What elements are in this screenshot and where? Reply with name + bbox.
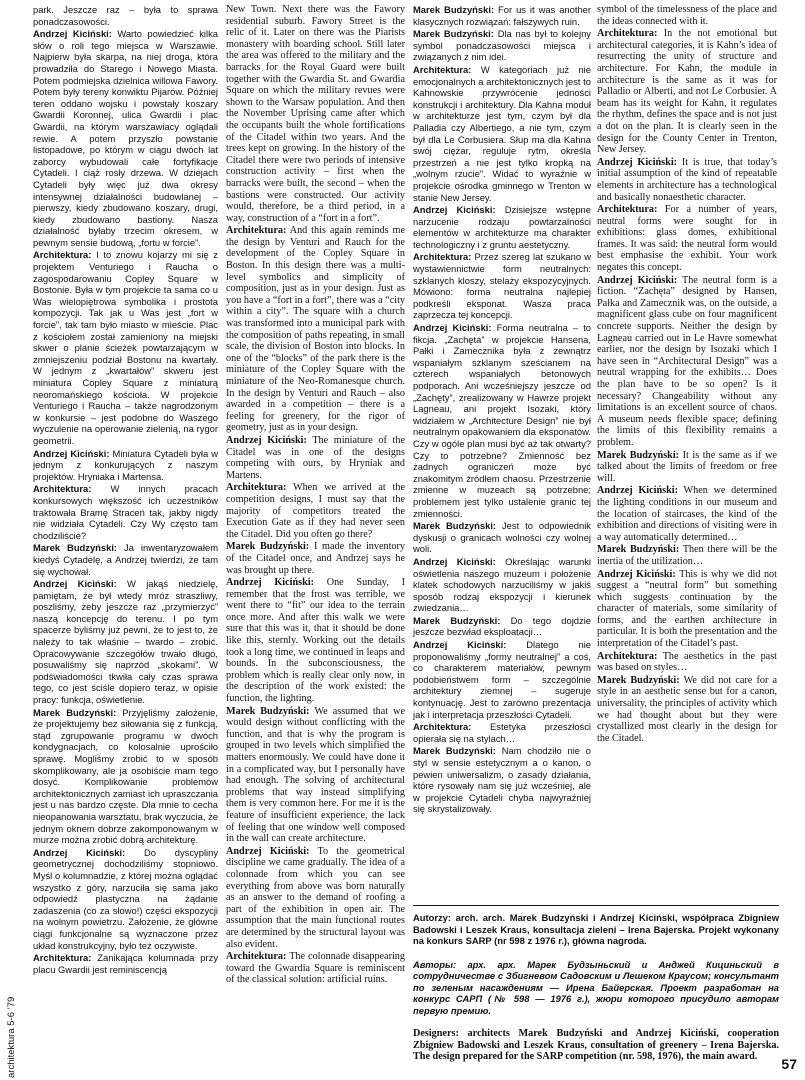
paragraph — [226, 541, 405, 576]
paragraph — [33, 707, 218, 846]
paragraph-text: This is why we did not suggest a “neutral form” but something which suggests continuation by the character of materials, some similarity of forms, and the earthen architecture in particular. It is both the presentation and the interpretation of the Citadel’s past. — [597, 568, 777, 650]
paragraph-text: Warto powiedzieć kilka słów o roli tego miejsca w Warszawie. Najpierw była skarpa, na niej droga, która prowadziła do Starego i Nowego Miasta. Potem podmiejska dzielnica willowa Fawory. Potem były tereny konwiktu Pijarów. Później teren oddano wojsku i powstały koszary Gwardii Koronnej, ulica Gwardii i plac Gwardii, na którym warszawiacy oglądali rewie. A potem przyszło powstanie listopadowe, po którym w ciągu dwóch lat zaborcy wybudowali całe fortyfikacje Cytadeli. I ciąż rosły drzewa. W dziejach Cytadeli były więc już dwa okresy intensywnej działalności budowlanej – pierwszy, kiedy zbudowano koszary, drugi, kiedy zbudowano bastiony. Nasza działalność byłaby trzecim okresem, w pewnym sensie budową, „fortu w forcie”. — [33, 28, 218, 248]
speaker-name: Andrzej Kiciński: — [33, 447, 110, 459]
paragraph-text: Then there will be the inertia of the utilization… — [597, 544, 777, 567]
paragraph — [597, 204, 777, 274]
paragraph — [413, 556, 591, 614]
paragraph-text: I made the inventory of the Citadel once, and Andrzej says he was brought up there. — [226, 541, 406, 576]
paragraph — [33, 952, 218, 975]
paragraph — [226, 951, 405, 986]
speaker-name: Architektura: — [226, 225, 287, 237]
paragraph-text: Zanikająca kolumnada przy placu Gwardii jest reminiscencją — [33, 952, 219, 975]
paragraph-text: Dla nas był to kolejny symbol ponadczasowości miejsca i związanych z nim idei. — [413, 28, 591, 63]
paragraph — [597, 157, 777, 203]
paragraph-text: Do dyscypliny geometrycznej dochodziliśmy stopniowo. Myśl o kolumnadzie, z której można oglądać wszystko z góry, narzuciła się sama jako odpowiedź plastyczna na żądanie zadaszenia (co za słowo!) części ekspozycji na wolnym powietrzu. Założenie, że główne ciągi funkcjonalne są wyznaczone przez układ konstrukcyjny, było też oczywiste. — [33, 846, 219, 951]
paragraph — [413, 745, 591, 815]
speaker-name: Andrzej Kiciński: — [33, 846, 126, 858]
paragraph — [597, 569, 777, 650]
paragraph-text: When we determined the lighting conditions in our museum and the location of staircases, the kind of the exhibition and directions of visiting were in a way automatically determined… — [597, 485, 777, 543]
speaker-name: Andrzej Kiciński: — [413, 322, 492, 334]
paragraph — [33, 578, 218, 706]
paragraph-text: Nam chodziło nie o styl w sensie estetycznym a o kanon, o pewien uniwersalizm, o zasady działania, które rysowały nam się już wcześniej, ale w projekcie Cytadeli chyba najwyraźniej się skrystalizowały. — [413, 745, 591, 815]
paragraph-text: Dzisiejsze wstępne narzucenie rodzaju powtarzalności elementów w architekturze ma charakter technologiczny i z gruntu aestetyczny. — [413, 204, 591, 250]
speaker-name: Andrzej Kiciński: — [33, 578, 117, 590]
speaker-name: Marek Budzyński: — [33, 542, 118, 554]
paragraph — [226, 706, 405, 845]
paragraph-text: Jest to odpowiednik dyskusji o granicach wolności czy wolnej woli. — [413, 520, 591, 555]
credits-box — [413, 905, 779, 1075]
paragraph-text: One Sunday, I remember that the frost was terrible, we went there to “fit” our idea to the terrain once more. And after this walk we were sure that this was it, that it should be done like this, sternly. Working out the details took a long time, we continued in leaps and bounds. In the subconsciousness, the problem which is really clear only now, in the description of the work existed: the function, the lighting. — [226, 577, 405, 705]
paragraph — [413, 251, 591, 321]
credits-polish: Autorzy: arch. arch. Marek Budzyński i Andrzej Kiciński, współpraca Zbigniew Badowski i Leszek Kraus, konsultacja zieleni – Irena Bajerska. Projekt wykonany na konkurs SARP (nr 598 z 1976 r.), główna nagroda. — [413, 912, 779, 946]
column-polish-right — [413, 4, 591, 816]
paragraph-text: Do tego dojdzie jeszcze bezwład eksploatacji… — [413, 614, 591, 638]
paragraph-text: We assumed that we would design without conflicting with the function, and that is why the program is grouped in two levels which simplified the matters enormously. We could have done it in a complicated way, but I personally have had enough. The solving of architectural problems that way instead simplifying them is very common here. For me it is the feature of insufficient experience, the lack of feeling that one window well composed in the wall can create architecture. — [226, 705, 406, 845]
speaker-name: Marek Budzyński: — [413, 614, 501, 626]
speaker-name: Marek Budzyński: — [597, 674, 680, 686]
paragraph-text: Przez szereg lat szukano w wystawiennictwie form neutralnych: szklanych kloszy, stelaży ekspozycyjnych. Mówiono: forma neutralna najlepiej podkreśli eksponat. Wasza praca zaprzecza tej koncepcji. — [413, 251, 591, 321]
credits-english: Designers: architects Marek Budzyński and Andrzej Kiciński, cooperation Zbigniew Badowski and Leszek Kraus, consultation of greenery – Irena Bajerska. The design prepared for the SARP competition (nr. 598, 1976), the main award. — [413, 1028, 779, 1062]
paragraph-text: It is true, that today’s initial assumption of the kind of repeatable elements in architecture has a technological and basically nonaesthetic character. — [597, 156, 778, 203]
column-english-right — [597, 4, 777, 745]
speaker-name: Andrzej Kiciński: — [226, 434, 307, 446]
paragraph — [413, 721, 591, 744]
speaker-name: Marek Budzyński: — [413, 28, 494, 40]
speaker-name: Marek Budzyński: — [597, 449, 680, 461]
speaker-name: Andrzej Kiciński: — [226, 577, 314, 589]
speaker-name: Architektura: — [413, 251, 472, 263]
paragraph-text: We did not care for a style in an aesthetic sense but for a canon, universality, the principles of activity which we had thought about but they were crystallized most clearly in the design for the Citadel. — [597, 674, 777, 744]
speaker-name: Andrzej Kiciński: — [33, 28, 112, 40]
paragraph — [33, 847, 218, 951]
paragraph-text: Określając warunki oświetlenia naszego muzeum i położenie klatek schodowych narzuciliśmy w jakiś sposób rodzaj ekspozycji i kierunek zwiedzania… — [413, 555, 592, 614]
speaker-name: Marek Budzyński: — [226, 541, 310, 553]
speaker-name: Andrzej Kiciński: — [413, 555, 496, 567]
paragraph — [226, 482, 405, 540]
speaker-name: Architektura: — [33, 483, 92, 495]
speaker-name: Architektura: — [226, 482, 287, 494]
paragraph-text: Dlatego nie proponowaliśmy „formy neutralnej” a coś, co charakterem materiałów, pewnym podobieństwem form – szczególnie architektury ziemnej – sugeruje kontynuację. Jest to zarówno prezentacja jak i interpretacja przeszłości Cytadeli. — [413, 639, 591, 720]
speaker-name: Architektura: — [597, 28, 658, 40]
paragraph — [597, 485, 777, 543]
paragraph-text: Ja inwentaryzowałem kiedyś Cytadelę, a Andrzej twierdzi, że tam się wychował. — [33, 542, 219, 577]
paragraph — [33, 4, 218, 27]
paragraph-text: New Town. Next there was the Fawory residential suburb. Fawory Street is the relic of it. Later on there was the Piarists monastery with boarding school. Still later the area was offered to the military and the barracks for the Royal Guard were built together with the Gwardia St. and Gwardia Square on which the military revues were shown to the Warsaw population. And then the November Uprising came after which the occupants built the whole fortifications of the Citadel within two years. And the trees kept on growing. In the history of the Citadel there were two periods of intensive construction activity – first when the barracks were built, the second – when the bastions were constructed. Our activity would, therefore, be a third period, in a way, construction of a “fort in a fort”. — [226, 4, 405, 224]
speaker-name: Andrzej Kiciński: — [226, 845, 310, 857]
paragraph-text: To the geometrical discipline we came gradually. The idea of a colonnade from which you can see everything from above was born naturally as an answer to the demand of roofing a part of the exhibition in open air. The assumption that the main functional routes are determined by the structural layout was also evident. — [226, 845, 405, 950]
paragraph — [597, 675, 777, 745]
speaker-name: Andrzej Kiciński: — [413, 639, 507, 651]
paragraph-text: And this again reminds me the design by Venturi and Rauch for the development of the Copley Square in Boston. In this design there was a multi-level symbolics and simplicity of composition, just as in your design. Just as you have a “fort in a fort”, there was a “city within a city”. The square with a church was transformed into a municipal park with the composition of paths repeating, in small scale, the division of Boston into blocks. In one of the “blocks” of the park there is the miniature of the Copley Square with the miniature of the Neo-Romanesque church. In the design by Venturi and Rauch – also awarded in a competition – there is a feeling for greenery, for the rigor of geometry, just as in your design. — [226, 225, 405, 434]
speaker-name: Andrzej Kiciński: — [597, 156, 678, 168]
paragraph-text: The aesthetics in the past was based on styles… — [597, 650, 777, 674]
speaker-name: Marek Budzyński: — [413, 4, 495, 15]
paragraph-text: W innych pracach konkursowych większość ich uczestników traktowała Bramę Straceń tak, jakby nigdy nie widziała Cytadeli. Czy Wy często tam chodziliście? — [33, 483, 219, 541]
page-number: 57 — [781, 1056, 797, 1072]
paragraph — [597, 450, 777, 485]
paragraph — [226, 846, 405, 950]
paragraph — [413, 64, 591, 203]
paragraph — [226, 225, 405, 434]
paragraph — [413, 204, 591, 250]
paragraph-text: symbol of the timelessness of the place and the ideas connected with it. — [597, 4, 777, 27]
paragraph — [413, 520, 591, 555]
speaker-name: Architektura: — [226, 951, 287, 963]
paragraph — [597, 275, 777, 449]
paragraph — [226, 435, 405, 481]
paragraph — [33, 448, 218, 483]
paragraph-text: In the not emotional but architectural categories, it is Kahn’s idea of resurrecting the unity of structure and architecture. For Kahn, the module in architecture is the same as it was for Palladio or Alberti, and not Le Corbusier. A beam has its weight for Kahn, it regulates the rhythm, defines the space and is not just a dot on the plan. It is clearly seen in the design for the County Center in Trenton, New Jersey. — [597, 28, 777, 156]
magazine-issue-label: architektura 5-6 ’79 — [6, 996, 17, 1078]
paragraph — [413, 28, 591, 63]
paragraph — [597, 28, 777, 156]
paragraph — [33, 28, 218, 248]
paragraph — [597, 4, 777, 27]
paragraph-text: Miniatura Cytadeli była w jednym z konkurujących z naszym projektów. Hryniaka i Martensa. — [33, 447, 218, 482]
speaker-name: Andrzej Kiciński: — [597, 274, 678, 286]
paragraph-text: For us it was another klasycznych rozwiązań: fałszywych ruin. — [413, 4, 592, 27]
paragraph — [413, 4, 591, 27]
paragraph — [226, 577, 405, 705]
paragraph-text: I to znowu kojarzy mi się z projektem Venturiego i Raucha o zagospodarowaniu Copley Square w Bostonie. Była w tym projekcie ta sama co u Was wielopiętrowa symbolika i prostota kompozycji. Tak jak u Was jest „fort w forcie”, tak tam było miasto w mieście. Plac z kościołem został zamieniony na miejski skwer o planie ścieżek powtarzającym w zmniejszeniu podział Bostonu na kwartały. W jednym z „kwartałów” skweru jest miniatura Copley Square z miniaturą neoromańskiego kościoła. W projekcie Venturiego i Raucha – także nagrodzonym w konkursie – jest podobne do Waszego wyczulenie na operowanie zielenią, na rygor geometrii. — [33, 249, 218, 446]
column-polish-left — [33, 4, 218, 976]
paragraph — [33, 483, 218, 541]
paragraph-text: W kategoriach już nie emocjonalnych a architektonicznych jest to Kahnowskie przywrócenie jedności konstrukcji i architektury. Dla Kahna moduł w architekturze jest tym, czym był dla Palladia czy Albertiego, a nie tym, czym był dla Le Corbusiera. Słup ma dla Kahna swój ciężar, reguluje rytm, określa przestrzeń a nie jest tylko kropką na „wolnym rzucie”. Widać to wyraźnie w projekcie ośrodka gminnego w Trenton w stanie New Jersey. — [413, 63, 591, 203]
paragraph-text: park. Jeszcze raz – była to sprawa ponadczasowości. — [33, 4, 218, 27]
paragraph-text: For a number of years, neutral forms were sought for in exhibitions: glass domes, exhibitional frames. It was said: the neutral form would best emphasise the exhibit. Your work negates this concept. — [597, 204, 777, 274]
speaker-name: Architektura: — [597, 650, 658, 662]
speaker-name: Marek Budzyński: — [226, 705, 310, 717]
speaker-name: Architektura: — [597, 204, 658, 216]
speaker-name: Marek Budzyński: — [33, 706, 117, 718]
paragraph-text: Przyjęliśmy założenie, że projektujemy bez siłowania się z funkcją, stąd zgrupowanie programu w dwóch kondygnacjach, co kolosalnie uprościło sprawę. Mogliśmy zrobić to w sposób skomplikowany, ale ja osobiście mam tego dosyć. Komplikowanie problemów architektonicznych zamiast ich upraszczania jest u nas bardzo częste. Dla mnie to cecha nieopanowania warsztatu, brak wyczucia, że jednym oknem dobrze zakomponowanym w murze można zrobić dobrą architekturę. — [33, 706, 218, 846]
paragraph-text: Forma neutralna – to fikcja. „Zachęta” w projekcie Hansena, Pałki i Zamecznika była z zewnątrz wspaniałym szklanym sześcianem na czterech wspaniałych betonowych podporach. Ani wcześniejszy jeszcze od „Zachęty”, zrealizowany w Hawrze projekt Lagneau, ani projekt Isozaki, który widziałem w „Architecture Design” nie był neutralnym opakowaniem dla eksponatów. Czy w ogóle plan musi być aż tak otwarty? Czy to potrzebne? Zmienność bez żadnych ograniczeń może być znakomitym źródłem chaosu. Przestrzenie zmienne w muzeach są potrzebne; problemem jest tylko ustalenie granic tej zmienności. — [413, 322, 592, 519]
speaker-name: Marek Budzyński: — [413, 520, 497, 532]
speaker-name: Marek Budzyński: — [413, 745, 496, 757]
speaker-name: Architektura: — [413, 721, 472, 733]
paragraph — [597, 544, 777, 567]
paragraph — [597, 651, 777, 674]
paragraph-text: The neutral form is a fiction. “Zachęta” designed by Hansen, Pałka and Zamecznik was, on the outside, a magnificent glass cube on four magnificent concrete supports. Neither the design by Lagneau carried out in Le Havre somewhat earlier, nor the design by Isozaki which I have seen in “Architectural Design” was a neutral wrapping for the exhibits… Does the plan have to be so open? Is it necessary? Changeability without any limitations is an excellent source of chaos. A museum needs flexible space; defining the limits of this flexibility remains a problem. — [597, 274, 777, 448]
speaker-name: Architektura: — [33, 249, 92, 261]
speaker-name: Andrzej Kiciński: — [597, 568, 676, 580]
column-english-left — [226, 4, 405, 987]
paragraph-text: The miniature of the Citadel was in one of the designs competing with ours, by Hryniak and Martens. — [226, 434, 405, 481]
paragraph — [33, 542, 218, 577]
paragraph — [33, 249, 218, 446]
paragraph — [413, 615, 591, 638]
speaker-name: Andrzej Kiciński: — [597, 485, 678, 497]
paragraph-text: The colonnade disappearing toward the Gwardia Square is reminiscent of the classical solution: artificial ruins. — [226, 951, 405, 986]
paragraph — [226, 4, 405, 224]
paragraph-text: When we arrived at the competition designs, I must say that the majority of competitors treated the Execution Gate as if they had never seen the Citadel. Did you often go there? — [226, 482, 405, 540]
paragraph — [413, 639, 591, 720]
credits-russian: Авторы: арх. арх. Марек Будзыньский и Анджей Кициньский в сотрудничестве с Збигневом Садовским и Лешеком Краусом; консультант по зеленым насаждениям — Ирена Байерская. Проект разработан на конкурс САРП (№ 598 — 1976 г.), жюри которого присудило авторам первую премию. — [413, 958, 779, 1016]
paragraph-text: Estetyka przeszłości opierała się na stylach… — [413, 721, 591, 744]
speaker-name: Architektura: — [413, 63, 472, 75]
paragraph — [413, 322, 591, 519]
speaker-name: Andrzej Kiciński: — [413, 204, 496, 216]
speaker-name: Architektura: — [33, 952, 92, 964]
paragraph-text: W jakąś niedzielę, pamiętam, że był wtedy mróz straszliwy, poszliśmy, żeby jeszcze raz „przymierzyć” naszą koncepcję do terenu. I po tym spacerze byliśmy już pewni, że to jest to, że należy to tak właśnie – twardo – zrobić. Opracowywanie szczegółów trwało długo, posuwaliśmy się naprzód „skokami”. W podświadomości tkwiła cały czas sprawa tego, co jest ściśle dopiero teraz, w opisie pracy: funkcja, oświetlenie. — [33, 578, 218, 706]
speaker-name: Marek Budzyński: — [597, 544, 680, 556]
paragraph-text: It is the same as if we talked about the limits of freedom or free will. — [597, 449, 778, 484]
